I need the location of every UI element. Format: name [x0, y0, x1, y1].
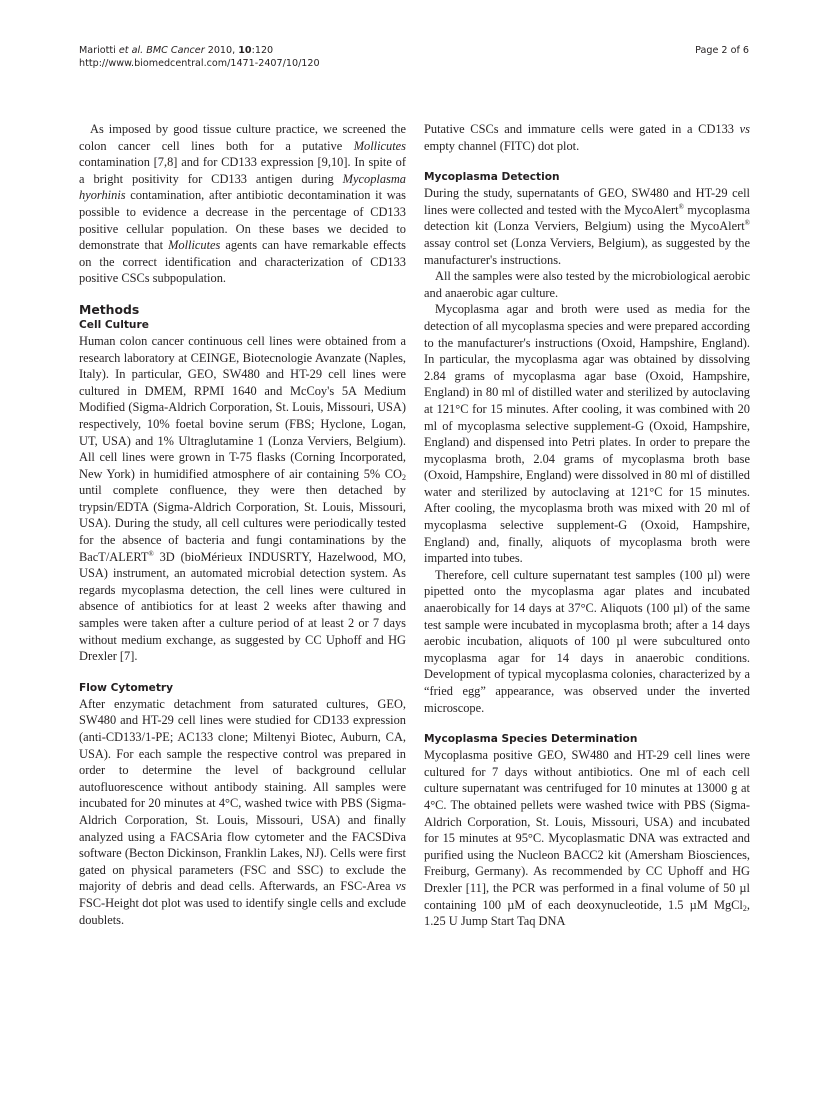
- mycoplasma-detection-paragraph-2: All the samples were also tested by the microbiological aerobic and anaerobic agar culture.: [424, 269, 750, 300]
- article-url[interactable]: http://www.biomedcentral.com/1471-2407/10/120: [79, 58, 320, 69]
- citation-etal: et al.: [118, 45, 144, 56]
- text-run: , 1.25 U Jump Start Taq DNA: [424, 897, 750, 929]
- intro-paragraph: [79, 121, 406, 287]
- citation-article: :120: [251, 45, 274, 56]
- text-run: mycoplasma detection kit (Lonza Verviers, Belgium) using the MycoAlert: [424, 202, 750, 234]
- mycoplasma-detection-paragraph-1: [424, 185, 750, 268]
- flow-cytometry-paragraph: [79, 696, 406, 928]
- text-run: contamination [7,8] and for CD133 expression [9,10]. In spite of a bright positivity for CD133 antigen during: [79, 155, 406, 186]
- text-run: until complete confluence, they were then detached by trypsin/EDTA (Sigma-Aldrich Corporation, St. Louis, Missouri, USA). During the study, all cell cultures were periodically tested for the absence of bacteria and fungi contaminations by the BacT/ALERT: [79, 483, 406, 564]
- text-run: 3D (bioMérieux INDUSRTY, Hazelwood, MO, USA) instrument, an automated microbial detection system. As regards mycoplasma detection, the cell lines were cultured in absence of antibiotics for at least 2 weeks after thawing and samples were taken after a culture period of at least 2 or 7 days without medium exchange, as suggested by CC Uphoff and HG Drexler [7].: [79, 549, 406, 664]
- species-determination-paragraph: [424, 747, 750, 930]
- registered-mark: ®: [744, 219, 750, 228]
- methods-heading: Methods: [79, 301, 140, 317]
- italic-term: vs: [395, 879, 406, 894]
- subscript: 2: [402, 472, 406, 482]
- text-run: contamination, after antibiotic decontamination it was possible to evidence a decrease in the percentage of CD133 positive cellular population. On these bases we decided to demonstrate that: [79, 188, 406, 253]
- text-run: agents can have remarkable effects on the correct identification and characterization of CD133 positive CSCs subpopulation.: [79, 238, 406, 286]
- cell-culture-paragraph: [79, 333, 406, 665]
- left-column: [79, 121, 406, 928]
- text-run: After enzymatic detachment from saturated cultures, GEO, SW480 and HT-29 cell lines were studied for CD133 expression (anti-CD133/1-PE; AC133 clone; Miltenyi Biotec, Auburn, CA, USA). For each sample the respective control was prepared in order to determine the level of background cellular autofluorescence without antibody staining. All samples were incubated for 20 minutes at 4°C, washed twice with PBS (Sigma-Aldrich Corporation, St. Louis, Missouri, USA) and finally analyzed using a FACSAria flow cytometer and the FACSDiva software (Becton Dickinson, Franklin Lakes, NJ). Cells were first gated on physical parameters (FSC and SSC) to exclude the majority of debris and dead cells. Afterwards, an FSC-Area: [79, 696, 406, 894]
- citation-block: [79, 44, 320, 70]
- text-run: Human colon cancer continuous cell lines were obtained from a research laboratory at CEINGE, Biotecnologie Avanzate (Naples, Italy). In particular, GEO, SW480 and HT-29 cell lines were cultured in DMEM, RPMI 1640 and McCoy's 5A Medium Modified (Sigma-Aldrich Corporation, St. Louis, Missouri, USA) respectively, 10% foetal bovine serum (FBS; Hyclone, Logan, UT, USA) and 1% Ultraglutamine 1 (Lonza Verviers, Belgium). All cell lines were grown in T-75 flasks (Corning Incorporated, New York) in humidified atmosphere of air containing 5% CO: [79, 333, 406, 481]
- text-run: Mycoplasma positive GEO, SW480 and HT-29 cell lines were cultured for 7 days without antibiotics. One ml of each cell culture supernatant was centrifuged for 10 minutes at 13000 g at 4°C. The obtained pellets were washed twice with PBS (Sigma-Aldrich Corporation, St. Louis, Missouri, USA) and incubated for 15 minutes at 95°C. Mycoplasmatic DNA was extracted and purified using the Nucleon BACC2 kit (Amersham Biosciences, Freiburg, Germany). As recommended by CC Uphoff and HG Drexler [11], the PCR was performed in a final volume of 50 µl containing 100 µM of each deoxynucleotide, 1.5 µM MgCl: [424, 748, 750, 912]
- text-run: As imposed by good tissue culture practice, we screened the colon cancer cell lines both for a putative: [79, 122, 406, 153]
- citation-author: Mariotti: [79, 45, 116, 56]
- right-column: [424, 121, 750, 930]
- italic-term: Mollicutes: [168, 238, 221, 253]
- italic-term: Mollicutes: [353, 138, 406, 153]
- text-run: assay control set (Lonza Verviers, Belgium), as suggested by the manufacturer's instructions.: [424, 235, 750, 267]
- citation-volume: 10: [238, 45, 252, 56]
- text-run: empty channel (FITC) dot plot.: [424, 138, 580, 153]
- cell-culture-heading: Cell Culture: [79, 318, 149, 331]
- italic-term: Mycoplasma hyorhinis: [79, 171, 406, 203]
- subscript: 2: [742, 903, 747, 913]
- text-run: FSC-Height dot plot was used to identify single cells and exclude doublets.: [79, 895, 406, 927]
- italic-term: vs: [739, 122, 750, 136]
- page-number: Page 2 of 6: [695, 45, 749, 56]
- citation-journal: BMC Cancer: [146, 45, 205, 56]
- citation-year: 2010,: [207, 45, 236, 56]
- flow-cytometry-heading: Flow Cytometry: [79, 681, 174, 694]
- citation-line: [79, 44, 320, 57]
- text-run: During the study, supernatants of GEO, SW480 and HT-29 cell lines were collected and tested with the MycoAlert: [424, 186, 750, 217]
- registered-mark: ®: [148, 549, 154, 558]
- species-determination-heading: Mycoplasma Species Determination: [424, 733, 638, 746]
- mycoplasma-detection-paragraph-4: Therefore, cell culture supernatant test samples (100 µl) were pipetted onto the mycoplasma agar plates and incubated anaerobically for 14 days at 37°C. Aliquots (100 µl) of the same test sample were incubated in mycoplasma broth; after a 14 days aerobic incubation, aliquots of 100 µl were subcultured onto mycoplasma agar for 14 days in anaerobic conditions. Development of typical mycoplasma colonies, characterized by a “fried egg” appearance, was observed under the inverted microscope.: [424, 567, 750, 715]
- registered-mark: ®: [678, 202, 684, 211]
- text-run: Putative CSCs and immature cells were gated in a CD133: [424, 122, 740, 136]
- mycoplasma-detection-paragraph-3: Mycoplasma agar and broth were used as media for the detection of all mycoplasma species and were prepared according to the manufacturer's instructions (Oxoid, Hampshire, England). In particular, the mycoplasma agar was obtained by dissolving 2.84 grams of mycoplasma agar base (Oxoid, Hampshire, England) in 80 ml of distilled water and sterilized by autoclaving at 121°C for 15 minutes. After cooling, it was combined with 20 ml of mycoplasma selective supplement-G (Oxoid, Hampshire, England) and dispensed into Petri plates. In order to prepare the mycoplasma broth, 2.04 grams of mycoplasma broth base (Oxoid, Hampshire, England) were dissolved in 80 ml of distilled water and sterilized by autoclaving at 121°C for 15 minutes. After cooling, the mycoplasma broth was mixed with 20 ml of mycoplasma selective supplement-G (Oxoid, Hampshire, England) and, finally, aliquots of mycoplasma broth were imparted into tubes.: [424, 302, 750, 566]
- flow-cytometry-continued: [424, 121, 750, 154]
- mycoplasma-detection-heading: Mycoplasma Detection: [424, 171, 560, 184]
